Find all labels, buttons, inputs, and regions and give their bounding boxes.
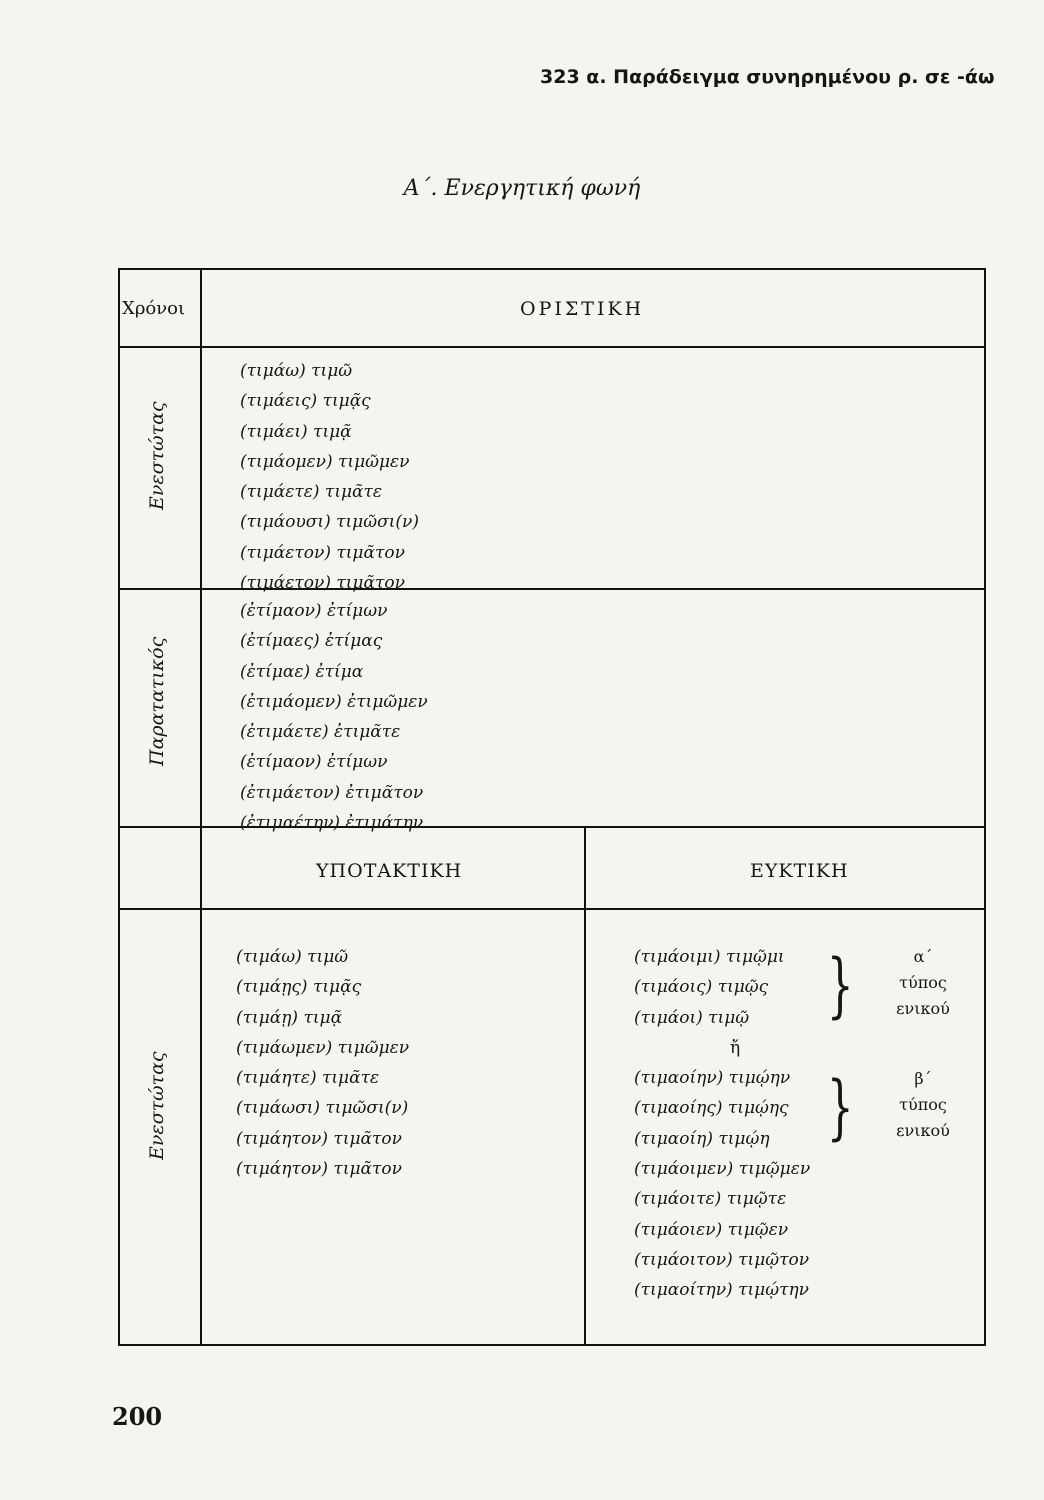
mood-header-divider: [120, 908, 984, 910]
form-row: (τιμάοιτον) τιμῷτον: [634, 1249, 810, 1270]
form-row: (τιμάομεν) τιμῶμεν: [240, 451, 410, 472]
conjugation-table: [118, 268, 986, 1346]
form-row: (τιμάοι) τιμῷ: [634, 1007, 750, 1028]
form-row: (τιμάητον) τιμᾶτον: [236, 1159, 402, 1180]
form-row: (τιμάετε) τιμᾶτε: [240, 482, 383, 503]
imperfect-indicative-forms: [240, 596, 428, 838]
page-header: 323 α. Παράδειγμα συνηρημένου ρ. σε -άω: [540, 66, 995, 88]
tense-column-divider: [200, 270, 202, 1344]
form-row: (τιμάητον) τιμᾶτον: [236, 1128, 402, 1149]
brace-icon: }: [826, 1066, 854, 1148]
form-row: (τιμάουσι) τιμῶσι(ν): [240, 512, 419, 533]
form-row: (τιμαοίην) τιμῴην: [634, 1068, 791, 1089]
form-row: (τιμάῃς) τιμᾷς: [236, 977, 362, 998]
present-subjunctive-forms: [236, 942, 409, 1184]
form-row: (τιμαοίης) τιμῴης: [634, 1098, 789, 1119]
form-row: (τιμάητε) τιμᾶτε: [236, 1068, 380, 1089]
first-type-note: α΄ τύπος ενικού: [896, 947, 950, 1018]
form-row: (τιμάω) τιμῶ: [236, 947, 349, 967]
times-column-header: Χρόνοι: [122, 298, 186, 319]
optative-column-header: ΕΥΚΤΙΚΗ: [750, 860, 849, 882]
form-row: (ἐτίμαες) ἐτίμας: [240, 631, 383, 652]
form-row: (τιμάοιεν) τιμῷεν: [634, 1219, 789, 1240]
form-row: (ἐτίμαον) ἐτίμων: [240, 601, 388, 621]
present-tense-label-2: Ενεστώτας: [146, 1051, 168, 1160]
mood-column-divider: [584, 826, 586, 1344]
form-row: (τιμάοιτε) τιμῷτε: [634, 1189, 787, 1210]
subjunctive-column-header: ΥΠΟΤΑΚΤΙΚΗ: [316, 860, 463, 882]
form-row: (τιμάωμεν) τιμῶμεν: [236, 1037, 410, 1058]
form-row: (τιμάεις) τιμᾷς: [240, 391, 371, 412]
present-tense-label: Ενεστώτας: [146, 401, 168, 510]
form-row: (τιμαοίτην) τιμῴτην: [634, 1280, 809, 1301]
form-row: (τιμάοιμι) τιμῷμι: [634, 947, 785, 967]
indicative-column-header: ΟΡΙΣΤΙΚΗ: [520, 298, 645, 320]
form-row: (τιμάετον) τιμᾶτον: [240, 542, 405, 563]
section-subtitle: Α΄. Ενεργητική φωνή: [403, 176, 641, 201]
form-row: (τιμάει) τιμᾷ: [240, 421, 352, 442]
form-row: (ἐτιμάετον) ἐτιμᾶτον: [240, 782, 424, 803]
form-row: (ἐτίμαε) ἐτίμα: [240, 661, 364, 682]
form-row: (τιμάοις) τιμῷς: [634, 977, 769, 998]
second-type-note: β΄ τύπος ενικού: [896, 1069, 950, 1140]
imperfect-tense-label: Παρατατικός: [146, 636, 168, 766]
present-optative-forms: [634, 942, 810, 1306]
header-row-divider: [120, 346, 984, 348]
present-indicative-forms: [240, 356, 419, 598]
form-row: (τιμάοιμεν) τιμῷμεν: [634, 1159, 811, 1180]
form-row: (τιμάετον) τιμᾶτον: [240, 573, 405, 594]
brace-icon: }: [826, 944, 854, 1026]
form-row: (ἐτίμαον) ἐτίμων: [240, 752, 388, 773]
page-number: 200: [112, 1402, 163, 1431]
form-row: (τιμάωσι) τιμῶσι(ν): [236, 1098, 409, 1119]
form-row: (τιμαοίη) τιμῴη: [634, 1128, 770, 1149]
form-row: (ἐτιμάομεν) ἐτιμῶμεν: [240, 691, 428, 712]
form-row: (ἐτιμαέτην) ἐτιμάτην: [240, 813, 424, 834]
form-row: ἤ: [730, 1037, 741, 1058]
form-row: (τιμάω) τιμῶ: [240, 361, 353, 381]
form-row: (ἐτιμάετε) ἐτιμᾶτε: [240, 722, 401, 743]
form-row: (τιμάῃ) τιμᾷ: [236, 1007, 343, 1028]
